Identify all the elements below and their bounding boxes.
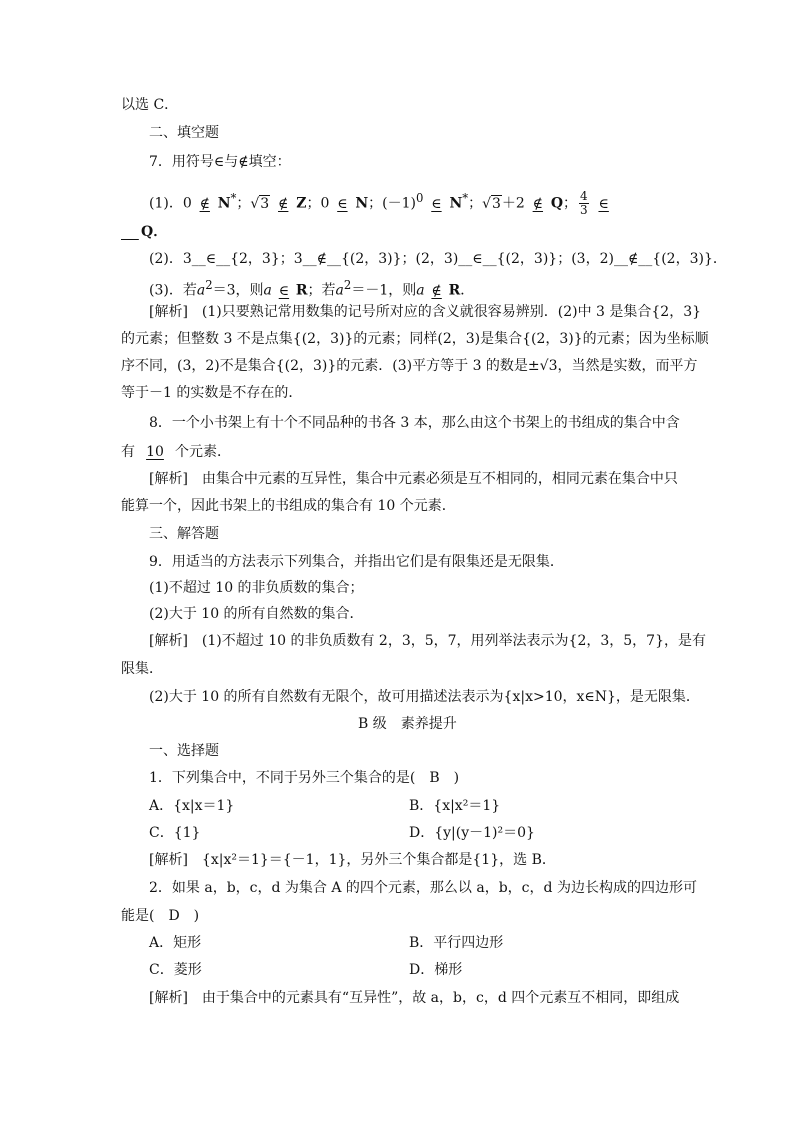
answer-blank: ∈ — [598, 195, 609, 212]
option-c: C．菱形 — [149, 962, 202, 978]
question-8-line: 8．一个小书架上有十个不同品种的书各 3 本，那么由这个书架上的书组成的集合中含 — [149, 415, 680, 431]
section-heading-choice: 一、选择题 — [149, 743, 219, 759]
option-a: A．{x|x＝1} — [149, 798, 235, 814]
sqrt-three — [250, 194, 270, 214]
set-symbol: R — [448, 282, 461, 299]
answer-blank-underline — [121, 222, 141, 242]
answer-blank: ∈ — [431, 195, 442, 212]
question-2-stem-continued: 能是( D ) — [121, 908, 200, 924]
denominator: 3 — [580, 203, 588, 218]
section-heading-fill-blank: 二、填空题 — [149, 125, 219, 141]
text: (3)．若 — [149, 282, 197, 299]
sqrt-three — [482, 194, 502, 214]
text: ． — [460, 282, 475, 299]
answer-blank: ∉ — [431, 282, 442, 299]
text: 个元素． — [175, 444, 231, 460]
text-line: 以选 C． — [121, 97, 179, 113]
radical-sign: √ — [250, 195, 260, 212]
analysis-line: 等于－1 的实数是不存在的． — [121, 385, 303, 401]
variable: a — [335, 282, 344, 299]
superscript: 2 — [343, 278, 352, 292]
answer-blank: ∈ — [278, 282, 290, 299]
variable: a — [416, 282, 425, 299]
radical-sign: √ — [482, 195, 491, 212]
question-2-stem: 2．如果 a，b，c，d 为集合 A 的四个元素，那么以 a，b，c，d 为边长构成的四边形可 — [149, 880, 697, 896]
set-symbol: R — [295, 282, 308, 299]
radicand: 3 — [260, 195, 270, 212]
option-a: A．矩形 — [149, 935, 202, 951]
question-7-part-2: (2)．3__∈__{2，3}；3__∉__{(2，3)}；(2，3)__∈__{(2，3)}；(3，2)__∉__{(2，3)}． — [149, 251, 727, 267]
variable: a — [263, 282, 272, 299]
level-heading: B 级 素养提升 — [358, 716, 457, 732]
superscript: 0 — [416, 191, 424, 205]
set-symbol: N — [217, 195, 231, 212]
answer-blank: ∉ — [532, 195, 544, 212]
superscript: * — [462, 191, 469, 205]
analysis-line: 能算一个，因此书架上的书组成的集合有 10 个元素． — [121, 498, 456, 514]
answer-blank: 10 — [146, 444, 164, 460]
text: 有 — [121, 444, 135, 460]
option-d: D．{y|(y－1)²＝0} — [409, 825, 535, 841]
question-9-part-1: (1)不超过 10 的非负质数的集合； — [149, 580, 364, 596]
option-c: C．{1} — [149, 825, 201, 841]
radicand: 3 — [491, 195, 501, 212]
text: (1)．0 — [149, 195, 192, 212]
text: 0 — [320, 195, 330, 212]
question-7-title: 7．用符号∈与∉填空： — [149, 154, 291, 170]
text: ＝－1，则 — [351, 282, 417, 299]
superscript: 2 — [205, 278, 213, 292]
text: ＝3，则 — [212, 282, 264, 299]
option-d: D．梯形 — [409, 962, 463, 978]
analysis-line: [解析] (1)只要熟记常用数集的记号所对应的含义就很容易辨别．(2)中 3 是集合{2，3} — [149, 304, 702, 320]
set-symbol: Q — [550, 195, 564, 212]
question-7-part-1-continued — [121, 222, 167, 242]
set-symbol: Q． — [141, 224, 168, 240]
variable: a — [196, 282, 206, 299]
fraction-four-thirds — [579, 190, 589, 217]
question-1-stem: 1．下列集合中，不同于另外三个集合的是( B ) — [149, 770, 460, 786]
analysis-line: 序不同，(3，2)不是集合{(2，3)}的元素．(3)平方等于 3 的数是±√3，当然是实数，而平方 — [121, 358, 698, 374]
analysis-line: [解析] (1)不超过 10 的非负质数有 2，3，5，7，用列举法表示为{2，3，5，7}，是有 — [149, 633, 706, 649]
set-symbol: N — [355, 195, 369, 212]
option-b: B．{x|x²＝1} — [409, 798, 501, 814]
question-9-part-2: (2)大于 10 的所有自然数的集合． — [149, 606, 364, 622]
question-7-part-1 — [149, 188, 617, 217]
analysis-line: (2)大于 10 的所有自然数有无限个，故可用描述法表示为{x|x>10，x∈N}，是无限集． — [149, 689, 700, 705]
question-8-answer-line — [121, 442, 231, 462]
numerator: 4 — [580, 189, 588, 204]
text: ； — [368, 195, 383, 212]
text: ；若 — [307, 282, 336, 299]
set-symbol: Z — [296, 195, 307, 212]
question-9-title: 9．用适当的方法表示下列集合，并指出它们是有限集还是无限集． — [149, 554, 564, 570]
text: (－1) — [382, 195, 417, 212]
analysis-line: 限集． — [121, 661, 163, 677]
answer-blank: ∈ — [337, 195, 348, 212]
analysis-line: [解析] {x|x²＝1}＝{－1，1}，另外三个集合都是{1}，选 B． — [149, 852, 556, 868]
text: ； — [468, 195, 483, 212]
answer-blank: ∉ — [278, 195, 289, 212]
text: ； — [236, 195, 251, 212]
text: ； — [563, 195, 578, 212]
text: ； — [306, 195, 321, 212]
question-7-part-3 — [149, 275, 474, 301]
analysis-line: [解析] 由集合中元素的互异性，集合中元素必须是互不相同的，相同元素在集合中只 — [149, 471, 678, 487]
superscript: * — [230, 191, 237, 205]
answer-blank: ∉ — [199, 195, 210, 212]
section-heading-answer: 三、解答题 — [149, 526, 219, 542]
set-symbol: N — [449, 195, 463, 212]
analysis-line: [解析] 由于集合中的元素具有“互异性”，故 a，b，c，d 四个元素互不相同，即组成 — [149, 990, 680, 1006]
text: ＋2 — [501, 195, 525, 212]
option-b: B．平行四边形 — [409, 935, 504, 951]
analysis-line: 的元素；但整数 3 不是点集{(2，3)}的元素；同样(2，3)是集合{(2，3)}的元素；因为坐标顺 — [121, 331, 709, 347]
